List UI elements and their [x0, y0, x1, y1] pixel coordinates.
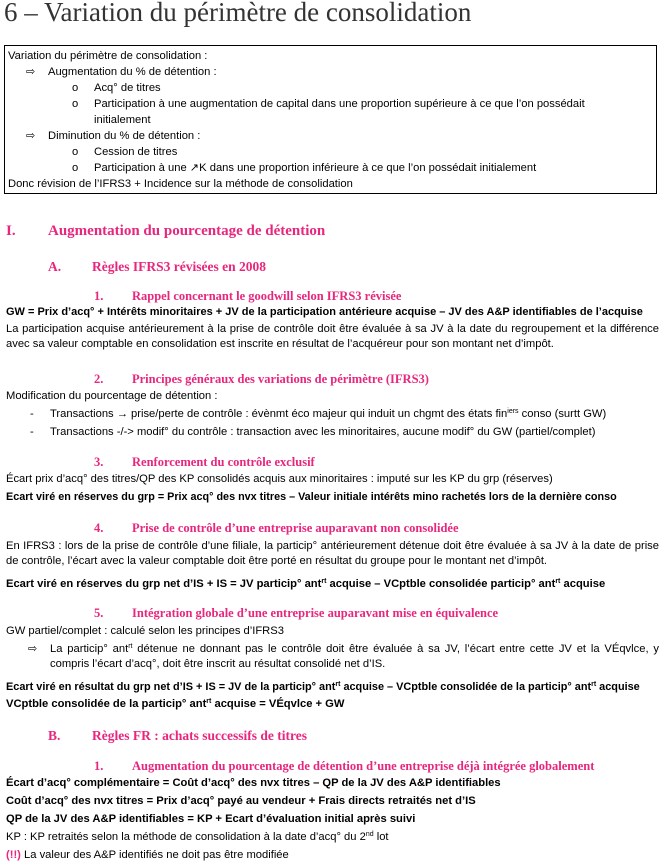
fr-formula-2: Coût d’acq° des nvx titres = Prix d’acq° payé au vendeur + Frais directs retraités net d’IS [6, 795, 476, 807]
heading-number: 5. [94, 606, 104, 620]
heading-prise-controle: Prise de contrôle d’une entreprise auparavant non consolidée [132, 521, 459, 535]
principes-intro: Modification du pourcentage de détention : [6, 390, 218, 402]
box-intro: Variation du périmètre de consolidation : [8, 50, 208, 62]
heading-renforcement: Renforcement du contrôle exclusif [132, 455, 315, 469]
heading-integration: Intégration globale d’une entreprise auparavant mise en équivalence [132, 606, 499, 620]
principes-item-1: Transactions → prise/perte de contrôle : évènmt éco majeur qui induit un chgmt des états fin$^{iers}$ conso (surtt GW) [50, 408, 607, 420]
dash-bullet: - [30, 426, 34, 438]
section-number: I. [6, 223, 16, 239]
bullet-icon: o [72, 162, 79, 174]
subsection-a-title: Règles IFRS3 révisées en 2008 [92, 259, 266, 274]
arrow-icon: ⇨ [28, 643, 38, 655]
heading-augmentation-ig: Augmentation du pourcentage de détention d’une entreprise déjà intégrée globalement [132, 759, 595, 773]
box-conclusion: Donc révision de l’IFRS3 + Incidence sur la méthode de consolidation [8, 178, 353, 190]
arrow-icon: ⇨ [26, 130, 36, 142]
bullet-icon: o [72, 82, 79, 94]
kp-note: KP : KP retraités selon la méthode de consolidation à la date d’acq° du 2nd lot [6, 831, 389, 843]
integration-paragraph: La particip° ant$^{rt}$ détenue ne donnant pas le contrôle doit être évaluée à sa JV, l’écart entre cette JV et la VÉqvlce, y compris l’écart d’acq°, doit être inscrit au résultat consolidé net d’IS. [50, 643, 659, 670]
principes-item-2: Transactions -/-> modif° du contrôle : transaction avec les minoritaires, aucune modif° du GW (partiel/complet) [50, 426, 596, 438]
warning-note: (!!) La valeur des A&P identifiés ne doit pas être modifiée [6, 849, 289, 861]
box-augmentation: Augmentation du % de détention : [48, 66, 217, 78]
prise-controle-paragraph: En IFRS3 : lors de la prise de contrôle d’une filiale, la particip° antérieurement détenue doit être évaluée à sa JV à la date de prise de contrôle, l’écart avec la valeur comptable doit être porté en résultat du groupe pour le montant net d’impôt. [6, 540, 659, 567]
fr-formula-1: Écart d’acq° complémentaire = Coût d’acq° des nvx titres – QP de la JV des A&P identifiables [6, 777, 501, 789]
integration-formula-2: VCptble consolidée de la particip° ant$^{rt}$ acquise = VÉqvlce + GW [6, 698, 345, 710]
heading-number: 4. [94, 521, 104, 535]
renforcement-formula: Ecart viré en réserves du grp = Prix acq° des nvx titres – Valeur initiale intérêts mino rachetés lors de la dernière conso [6, 491, 617, 503]
heading-number: 3. [94, 455, 104, 469]
box-aug-item-1: Acq° de titres [94, 82, 161, 94]
heading-number: 2. [94, 372, 104, 386]
heading-number: 1. [94, 759, 104, 773]
integration-formula-1: Ecart viré en résultat du grp net d’IS + IS = JV de la particip° ant$^{rt}$ acquise – VCptble consolidée de la particip° ant$^{rt}$ acquise [6, 681, 640, 693]
subsection-a-number: A. [48, 259, 62, 274]
subsection-b-number: B. [48, 728, 61, 743]
warning-icon: (!!) [6, 849, 21, 861]
bullet-icon: o [72, 146, 79, 158]
bullet-icon: o [72, 98, 79, 110]
heading-number: 1. [94, 289, 104, 303]
page-title: 6 – Variation du périmètre de consolidation [4, 0, 472, 27]
goodwill-paragraph: La participation acquise antérieurement à la prise de contrôle doit être évaluée à sa JV à la date du regroupement et la différence avec sa valeur comptable en consolidation est inscrite en résultat de l’acquéreur pour son montant net d’impôt. [6, 323, 659, 350]
goodwill-formula: GW = Prix d’acq° + Intérêts minoritaires + JV de la participation antérieure acquise – JV des A&P identifiables de l’acquise [6, 306, 643, 318]
dash-bullet: - [30, 408, 34, 420]
integration-intro: GW partiel/complet : calculé selon les principes d’IFRS3 [6, 625, 284, 637]
box-dim-item-2: Participation à une ↗K dans une proportion inférieure à ce que l’on possédait initialement [94, 162, 537, 174]
heading-principes: Principes généraux des variations de périmètre (IFRS3) [132, 372, 429, 386]
fr-formula-3: QP de la JV des A&P identifiables = KP + Ecart d’évaluation initial après suivi [6, 813, 416, 825]
box-aug-item-2-cont: initialement [94, 114, 151, 126]
box-aug-item-2: Participation à une augmentation de capital dans une proportion supérieure à ce que l’on possédait [94, 98, 585, 110]
arrow-icon: ⇨ [26, 66, 36, 78]
prise-controle-formula: Ecart viré en réserves du grp net d’IS + IS = JV particip° ant$^{rt}$ acquise – VCptble consolidée particip° ant$^{rt}$ acquise [6, 578, 606, 590]
section-title: Augmentation du pourcentage de détention [48, 223, 326, 239]
subsection-b-title: Règles FR : achats successifs de titres [92, 728, 307, 743]
box-diminution: Diminution du % de détention : [48, 130, 201, 142]
renforcement-paragraph: Écart prix d’acq° des titres/QP des KP consolidés acquis aux minoritaires : imputé sur les KP du grp (réserves) [6, 473, 553, 485]
heading-goodwill: Rappel concernant le goodwill selon IFRS3 révisée [132, 289, 402, 303]
box-dim-item-1: Cession de titres [94, 146, 178, 158]
